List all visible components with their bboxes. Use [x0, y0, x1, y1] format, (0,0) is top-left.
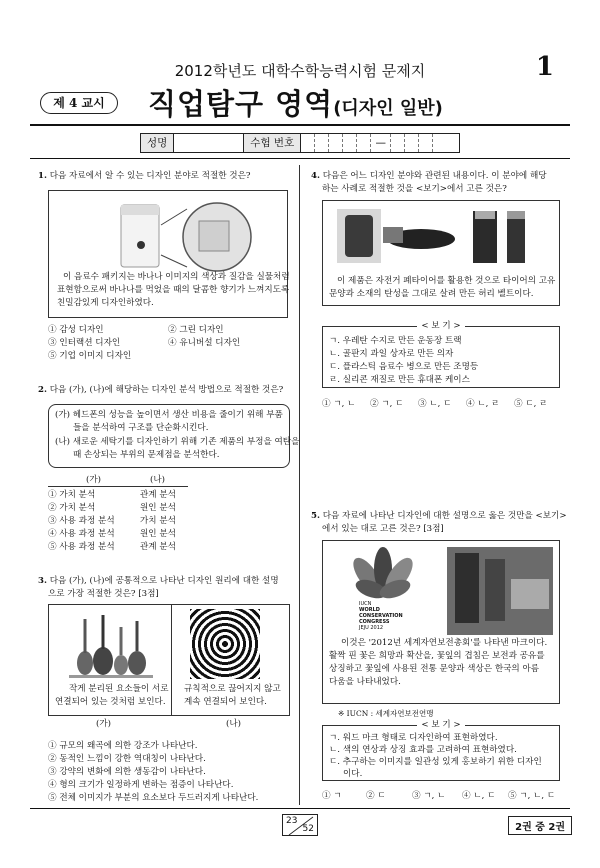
- q5-caption-1: 이것은 '2012년 세계자연보전총회'를 나타낸 마크이다.: [341, 638, 548, 648]
- q5-option-5[interactable]: ⑤ ㄱ, ㄴ, ㄷ: [508, 791, 556, 801]
- subject-main: 직업탐구 영역: [148, 87, 334, 121]
- q4-option-4[interactable]: ④ ㄴ, ㄹ: [466, 399, 500, 409]
- q3-text-2: 으로 가장 적절한 것은? [3점]: [48, 589, 159, 599]
- q4-bogi-1: ㄱ. 우레탄 수지로 만든 운동장 트랙: [329, 336, 462, 346]
- q5-question-1: [311, 510, 567, 522]
- q5-logo-world: WORLD: [359, 607, 380, 613]
- q2-option-5-na: 관계 분석: [140, 542, 176, 552]
- q3-option-5[interactable]: ⑤ 전체 이미지가 부분의 요소보다 두드러지게 나타난다.: [48, 793, 259, 803]
- q4-bogi-4: ㄹ. 실리콘 재질로 만든 휴대폰 케이스: [329, 375, 470, 385]
- q5-text-1: 다음 자료에 나타난 디자인에 대한 설명으로 옳은 것만을 <보기>: [322, 511, 567, 521]
- q1-figure-box: [48, 190, 288, 318]
- q5-bogi-label: < 보 기 >: [323, 719, 559, 731]
- q2-box-line-2: 들을 분석하여 구조를 단순화시킨다.: [73, 423, 209, 433]
- q2-option-4[interactable]: ④ 사용 과정 분석: [48, 529, 115, 539]
- q4-option-5[interactable]: ⑤ ㄷ, ㄹ: [514, 399, 548, 409]
- q1-caption-1: 이 음료수 패키지는 바나나 이미지의 색상과 질감을 실물처럼: [63, 272, 290, 282]
- q2-col-na: (나): [150, 475, 166, 485]
- subject-sub: (디자인 일반): [333, 98, 443, 119]
- q4-bogi-3: ㄷ. 플라스틱 음료수 병으로 만든 조명등: [329, 362, 479, 372]
- q3-number: 3.: [38, 576, 47, 586]
- exam-no-label: 수험 번호: [244, 134, 301, 152]
- q2-option-3-na: 가치 분석: [140, 516, 176, 526]
- q2-box-line-1: (가) 헤드폰의 성능을 높이면서 생산 비용을 줄이기 위해 부품: [55, 410, 283, 420]
- footer-page-total: 52: [302, 824, 314, 834]
- footer-volume: 2권 중 2권: [508, 816, 572, 835]
- q2-option-1[interactable]: ① 가치 분석: [48, 490, 96, 500]
- q5-text-2: 에서 있는 대로 고른 것은? [3점]: [322, 524, 444, 534]
- q3-text-1: 다음 (가), (나)에 공통적으로 나타난 디자인 원리에 대한 설명: [49, 576, 279, 586]
- q5-bogi-3: ㄷ. 추구하는 이미지를 일관성 있게 홍보하기 위한 디자인: [329, 757, 542, 767]
- q2-box: [48, 404, 300, 468]
- q3-bottles-image: [49, 607, 171, 679]
- name-exam-box: [140, 133, 460, 153]
- name-field[interactable]: [174, 134, 244, 152]
- q2-box-line-4: 때 손상되는 부위의 문제점을 분석한다.: [73, 450, 220, 460]
- q2-option-2[interactable]: ② 가치 분석: [48, 503, 96, 513]
- q4-caption-1: 이 제품은 자전거 폐타이어를 활용한 것으로 타이어의 고유: [337, 276, 556, 286]
- q4-number: 4.: [311, 171, 320, 181]
- header-rule: [30, 124, 570, 126]
- q5-option-1[interactable]: ① ㄱ: [322, 791, 342, 801]
- q2-option-5[interactable]: ⑤ 사용 과정 분석: [48, 542, 115, 552]
- q2-option-4-na: 원인 분석: [140, 529, 176, 539]
- q5-caption-2: 활짝 핀 꽃은 희망과 확산을, 꽃잎의 겹침은 보전과 공유를: [329, 651, 545, 661]
- q1-option-4[interactable]: ④ 유니버설 디자인: [168, 338, 241, 348]
- q1-text: 다음 자료에서 알 수 있는 디자인 분야로 적절한 것은?: [49, 171, 251, 181]
- q5-option-4[interactable]: ④ ㄴ, ㄷ: [462, 791, 496, 801]
- q5-logo-text: [359, 601, 403, 631]
- q1-option-3[interactable]: ③ 인터랙션 디자인: [48, 338, 121, 348]
- q1-option-5[interactable]: ⑤ 기업 이미지 디자인: [48, 351, 132, 361]
- q5-figure-box: [322, 540, 560, 704]
- q5-bogi-4: 이다.: [343, 769, 363, 779]
- column-divider: [299, 165, 300, 805]
- q4-bogi-box: [322, 321, 560, 388]
- q2-col-rule: [48, 486, 188, 487]
- q2-col-ga: (가): [86, 475, 102, 485]
- q4-caption-2: 문양과 소재의 탄성을 그대로 살려 만든 허리 벨트이다.: [329, 289, 534, 299]
- q4-belt-image: [323, 205, 559, 267]
- q3-option-3[interactable]: ③ 강약의 변화에 의한 생동감이 나타난다.: [48, 767, 206, 777]
- q2-box-line-3: (나) 새로운 세탁기를 디자인하기 위해 기존 제품의 부정을 여탄을: [55, 437, 300, 447]
- q2-option-2-na: 원인 분석: [140, 503, 176, 513]
- q1-number: 1.: [38, 171, 47, 181]
- q3-caption-na-1: 규칙적으로 끊어지지 않고: [184, 684, 281, 694]
- q5-option-2[interactable]: ② ㄷ: [366, 791, 386, 801]
- footer-page-current: 23: [286, 816, 298, 826]
- q5-caption-4: 다움을 나타내었다.: [329, 677, 401, 687]
- q4-bogi-label: < 보 기 >: [323, 320, 559, 332]
- q3-caption-ga-2: 연결되어 있는 것처럼 보인다.: [55, 697, 166, 707]
- q5-logo-jeju: JEJU 2012: [359, 625, 384, 631]
- q3-question-1: [38, 575, 279, 587]
- q3-option-2[interactable]: ② 동적인 느낌이 강한 역대칭이 나타난다.: [48, 754, 206, 764]
- q2-text: 다음 (가), (나)에 해당하는 디자인 분석 방법으로 적절한 것은?: [49, 385, 284, 395]
- q3-option-4[interactable]: ④ 형의 크기가 일정하게 변하는 점증이 나타난다.: [48, 780, 234, 790]
- q3-option-1[interactable]: ① 규모의 왜곡에 의한 강조가 나타난다.: [48, 741, 198, 751]
- q3-caption-ga-1: 작게 분리된 요소들이 서로: [69, 684, 169, 694]
- q5-number: 5.: [311, 511, 320, 521]
- footer-page-box: [282, 814, 318, 836]
- q4-option-2[interactable]: ② ㄱ, ㄷ: [370, 399, 404, 409]
- q1-caption-2: 표현함으로써 바나나를 먹었을 때의 달콤한 향기가 느껴지도록: [57, 285, 290, 295]
- q2-number: 2.: [38, 385, 47, 395]
- q1-caption-3: 친밀감있게 디자인하였다.: [57, 298, 154, 308]
- q3-label-ga: (가): [96, 719, 112, 729]
- q3-optical-pattern: [190, 609, 260, 679]
- q1-option-2[interactable]: ② 그린 디자인: [168, 325, 224, 335]
- exam-no-dash: —: [371, 134, 391, 152]
- exam-no-field[interactable]: [301, 134, 447, 152]
- exam-title: 2012학년도 대학수학능력시험 문제지: [174, 62, 426, 80]
- q3-label-na: (나): [226, 719, 242, 729]
- q4-text-1: 다음은 어느 디자인 분야와 관련된 내용이다. 이 분야에 해당: [322, 171, 547, 181]
- q5-option-3[interactable]: ③ ㄱ, ㄴ: [412, 791, 446, 801]
- q1-question: [38, 170, 251, 182]
- q5-bogi-box: [322, 720, 560, 781]
- subject-title: [148, 82, 443, 123]
- q4-bogi-2: ㄴ. 골판지 과일 상자로 만든 의자: [329, 349, 454, 359]
- page-number: 1: [535, 52, 554, 82]
- footer-rule: [30, 808, 570, 809]
- q3-figure-na: [172, 604, 290, 716]
- q5-bogi-1: ㄱ. 워드 마크 형태로 디자인하여 표현하였다.: [329, 733, 498, 743]
- q4-option-3[interactable]: ③ ㄴ, ㄷ: [418, 399, 452, 409]
- q5-caption-3: 상징하고 꽃잎에 사용된 전통 문양과 색상은 한국의 아름: [329, 664, 540, 674]
- q4-option-1[interactable]: ① ㄱ, ㄴ: [322, 399, 356, 409]
- q3-figure-ga: [48, 604, 172, 716]
- q1-option-1[interactable]: ① 감성 디자인: [48, 325, 104, 335]
- name-label: 성명: [141, 134, 174, 152]
- period-badge: 제 4 교시: [40, 92, 118, 114]
- q5-logo-congress: CONGRESS: [359, 619, 390, 625]
- q4-question-1: [311, 170, 547, 182]
- q2-question: [38, 384, 283, 396]
- q4-text-2: 하는 사례로 적절한 것을 <보기>에서 고른 것은?: [322, 184, 507, 194]
- q4-figure-box: [322, 200, 560, 306]
- q3-caption-na-2: 계속 연결되어 보인다.: [184, 697, 267, 707]
- q2-option-1-na: 관계 분석: [140, 490, 176, 500]
- q5-bogi-2: ㄴ. 색의 연상과 상징 효과를 고려하여 표현하였다.: [329, 745, 517, 755]
- q5-logo-iucn: IUCN: [359, 601, 372, 607]
- q5-logo-conservation: CONSERVATION: [359, 613, 403, 619]
- q1-package-image: [49, 195, 287, 275]
- q5-note: ※ IUCN : 세계자연보전연맹: [338, 709, 434, 718]
- q2-option-3[interactable]: ③ 사용 과정 분석: [48, 516, 115, 526]
- header-rule-2: [30, 158, 570, 159]
